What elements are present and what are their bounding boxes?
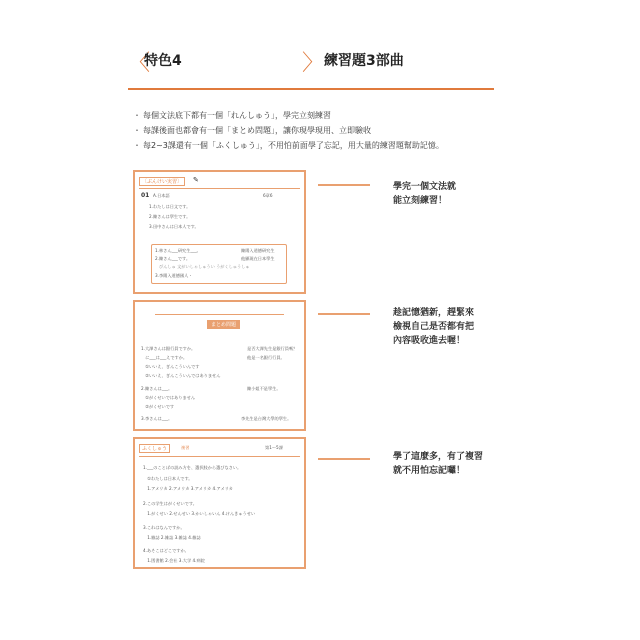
exercise-line: 4.あそこはどこですか。: [143, 548, 189, 553]
right-bracket: 〉: [302, 51, 325, 76]
panel-divider: [139, 456, 300, 457]
exercise-line: 1.がくせい 2.せんせい 3.かいしゃいん 4.けんきゅうせい: [143, 511, 256, 516]
connector-line: [318, 184, 370, 186]
exercise-line: 1.___のことばの読み方を、選択肢から選びなさい。: [143, 465, 242, 470]
translation-line: 他是一名銀行行員。: [247, 355, 285, 360]
header-rule: [128, 88, 494, 90]
exercise-line: 1.アメリカ 2.アメリカ 3.アメリカ 4.アメリカ: [143, 486, 233, 491]
panel-tag: まとめ問題: [207, 320, 240, 329]
exercise-line: 2.陳さんは學生です。: [149, 214, 191, 219]
bullet-text: 每個文法底下都有一個「れんしゅう」，學完立刻練習: [143, 111, 331, 120]
note-line: 就不用怕忘記囉！: [393, 466, 466, 476]
answer-line: ぴんしゅ 文がいしゃしゅうい うがくしゅうしゅ: [159, 264, 250, 269]
exercise-line: 2.この学生はがくせいです。: [143, 501, 197, 506]
note-line: 內容吸收進去喔！: [393, 336, 466, 346]
page-ref: 6章6: [263, 193, 273, 198]
note-line: 學完一個文法就: [393, 182, 457, 192]
connector-line: [318, 458, 370, 460]
page-ref: 第1～5課: [265, 445, 283, 450]
bullet-item: [133, 138, 493, 153]
exercise-line: 1.雑誌 2.雑誌 3.雑誌 4.雑誌: [143, 535, 201, 540]
translation-line: 陳小姐不是學生。: [247, 386, 281, 391]
exercise-line: 1.図書館 2.会社 3.大学 4.病院: [143, 558, 205, 563]
note-line: 學了這麼多，有了複習: [393, 452, 484, 462]
exercise-line: 1.わたしは日文です。: [149, 204, 191, 209]
bullet-mark: ・: [133, 141, 141, 150]
answer-line: 3.李陽入道德國人・: [155, 273, 193, 278]
translation-line: 他顯現在日本學生: [241, 256, 275, 261]
translation-line: 李先生是台灣大學的學生。: [241, 416, 292, 421]
answer-line: 1.林さん___研究生___。: [155, 248, 201, 253]
note-fukushuu: [393, 450, 483, 478]
bullet-mark: ・: [133, 126, 141, 135]
exercise-line: ②がくせいです: [141, 404, 175, 409]
connector-line: [318, 313, 370, 315]
panel-tag: 〔ぶんけい実習〕: [139, 177, 185, 186]
feature-title: 練習題3部曲: [324, 53, 404, 69]
problem-number: 01: [141, 192, 150, 199]
note-renshuu: [393, 180, 456, 208]
bullet-item: [133, 108, 493, 123]
exercise-line: 3.これはなんですか。: [143, 525, 185, 530]
feature-label: 特色4: [144, 53, 182, 69]
exercise-line: 2.陳さんは___。: [141, 386, 173, 391]
bullet-text: 每2~3課還有一個「ふくしゅう」，不用怕前面學了忘記，用大量的練習題幫助記憶。: [143, 141, 444, 150]
exercise-line: に___は___えですか。: [141, 355, 188, 360]
panel-tag: ふくしゅう: [139, 444, 170, 453]
exercise-panel-matome: [133, 300, 306, 431]
exercise-line: 3.李さんは___。: [141, 416, 173, 421]
bullet-mark: ・: [133, 111, 141, 120]
exercise-line: 3.田中さんは日本人です。: [149, 224, 199, 229]
translation-line: 陳陽入道德研究生: [241, 248, 275, 253]
answer-line: 2.陳さん___です。: [155, 256, 191, 261]
translation-line: 是否大澤先生是銀行員嗎？: [247, 346, 298, 351]
exercise-line: ①わたしは日本人です。: [143, 476, 193, 481]
exercise-panel-renshuu: [133, 170, 306, 294]
exercise-line: ①いいえ、ぎんこういんです: [141, 364, 200, 369]
exercise-line: 1.大澤さんは銀行員ですか。: [141, 346, 196, 351]
exercise-panel-fukushuu: [133, 437, 306, 569]
exercise-line: ①がくせいではありません: [141, 395, 196, 400]
feature-header: [128, 42, 494, 92]
note-line: 趁記憶猶新，趕緊來: [393, 308, 475, 318]
note-line: 能立刻練習！: [393, 196, 448, 206]
exercise-line: ②いいえ、ぎんこういんではありません: [141, 373, 221, 378]
pencil-icon: ✎: [193, 176, 199, 184]
panel-rule: [155, 314, 284, 315]
problem-heading: A.日本語: [153, 193, 170, 198]
panel-divider: [139, 188, 300, 189]
panel-tag-sub: 複習: [181, 445, 190, 450]
note-line: 檢視自己是否都有把: [393, 322, 475, 332]
left-bracket: 〈: [128, 51, 151, 76]
bullet-item: [133, 123, 493, 138]
bullet-list: [133, 108, 493, 153]
note-matome: [393, 306, 474, 348]
bullet-text: 每課後面也都會有一個「まとめ問題」，讓你現學現用、立即驗收: [143, 126, 371, 135]
